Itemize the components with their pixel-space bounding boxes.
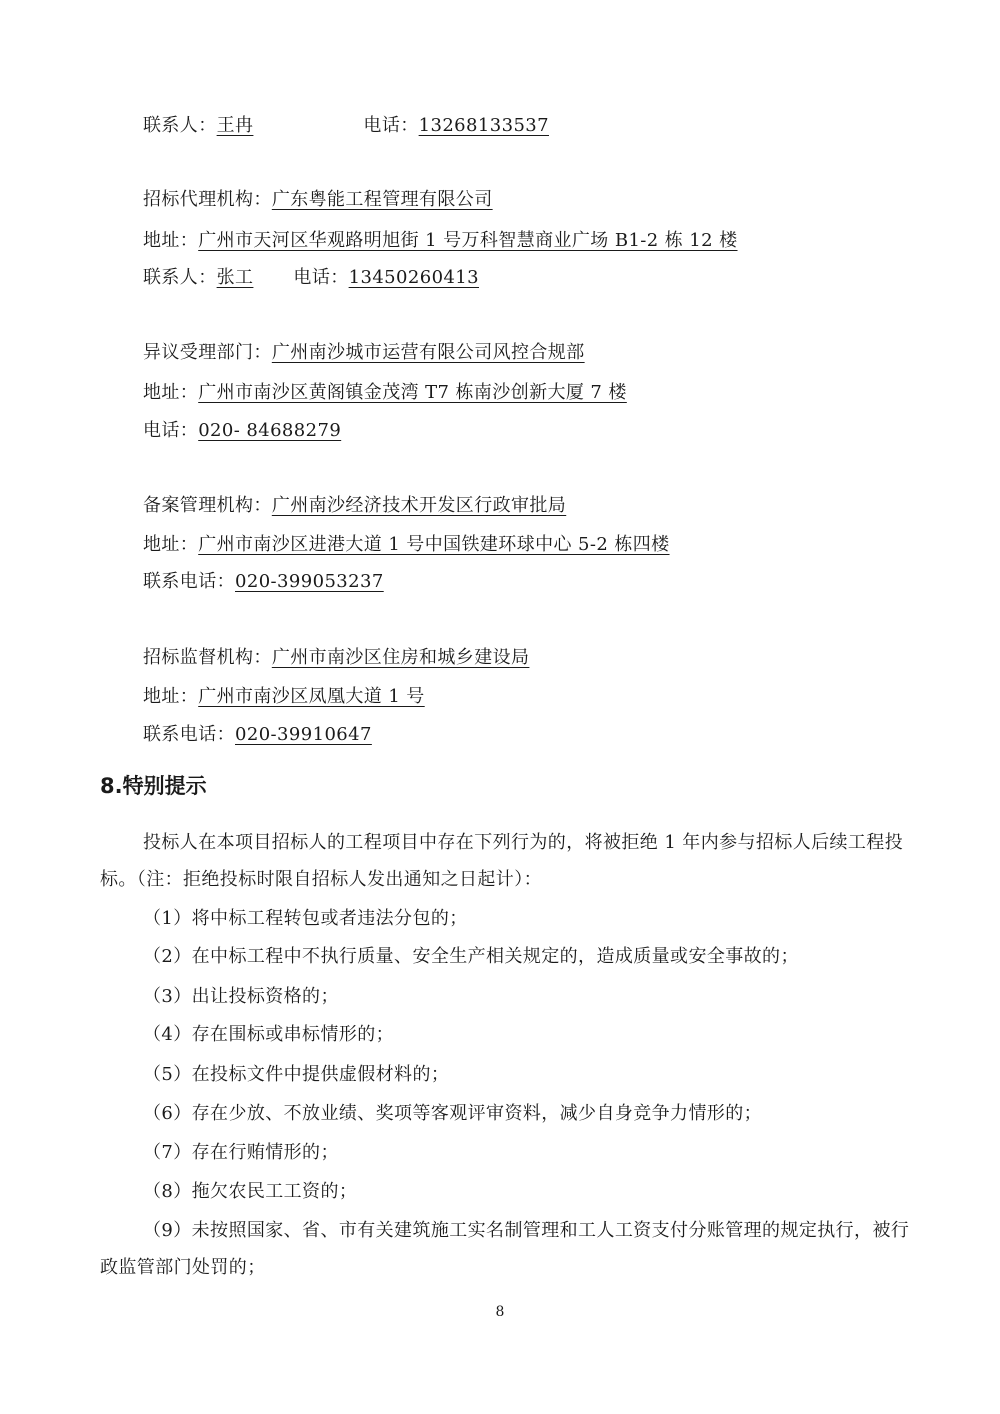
contact-label: 联系人：	[143, 267, 217, 288]
agency-address: 广州市天河区华观路明旭街 1 号万科智慧商业广场 B1-2 栋 12 楼	[198, 230, 738, 251]
contact-line	[143, 114, 549, 138]
supervise-phone-line	[143, 723, 372, 747]
record-value: 广州南沙经济技术开发区行政审批局	[271, 495, 567, 516]
contact-name: 王冉	[216, 115, 254, 136]
list-item: （6）存在少放、不放业绩、奖项等客观评审资料，减少自身竞争力情形的；	[143, 1103, 763, 1124]
phone-label: 联系电话：	[143, 724, 235, 745]
agency-label: 招标代理机构：	[143, 189, 272, 210]
list-item: （3）出让投标资格的；	[143, 986, 339, 1007]
supervise-phone: 020-39910647	[235, 724, 372, 745]
address-label: 地址：	[143, 230, 199, 251]
supervise-address-line	[143, 685, 425, 709]
list-item: （8）拖欠农民工工资的；	[143, 1181, 358, 1202]
agency-value: 广东粤能工程管理有限公司	[271, 189, 493, 210]
record-address: 广州市南沙区进港大道 1 号中国铁建环球中心 5-2 栋四楼	[198, 534, 670, 555]
agency-contact-name: 张工	[216, 267, 254, 288]
list-item: （2）在中标工程中不执行质量、安全生产相关规定的，造成质量或安全事故的；	[143, 946, 799, 967]
record-label: 备案管理机构：	[143, 495, 272, 516]
list-item: （7）存在行贿情形的；	[143, 1142, 339, 1163]
phone-label: 电话：	[363, 115, 419, 136]
objection-value: 广州南沙城市运营有限公司风控合规部	[271, 342, 585, 363]
phone-label: 电话：	[143, 420, 199, 441]
section-heading: 8.特别提示	[100, 774, 207, 798]
list-item: （9）未按照国家、省、市有关建筑施工实名制管理和工人工资支付分账管理的规定执行，被行政监管部门处罚的；	[100, 1220, 910, 1278]
record-line	[143, 494, 566, 518]
agency-phone: 13450260413	[348, 267, 479, 288]
contact-label: 联系人：	[143, 115, 217, 136]
section-intro: 投标人在本项目招标人的工程项目中存在下列行为的，将被拒绝 1 年内参与招标人后续工程投标。（注：拒绝投标时限自招标人发出通知之日起计）：	[100, 832, 904, 890]
supervise-address: 广州市南沙区凤凰大道 1 号	[198, 686, 425, 707]
supervise-value: 广州市南沙区住房和城乡建设局	[271, 647, 530, 668]
agency-line	[143, 188, 493, 212]
list-item: （1）将中标工程转包或者违法分包的；	[143, 908, 468, 929]
page-number: 8	[495, 1304, 505, 1320]
objection-label: 异议受理部门：	[143, 342, 272, 363]
objection-phone: 020- 84688279	[198, 420, 342, 441]
list-item: （5）在投标文件中提供虚假材料的；	[143, 1064, 450, 1085]
address-label: 地址：	[143, 534, 199, 555]
objection-phone-line	[143, 419, 341, 443]
supervise-label: 招标监督机构：	[143, 647, 272, 668]
record-phone: 020-399053237	[235, 571, 384, 592]
objection-line	[143, 341, 585, 365]
agency-address-line	[143, 229, 738, 253]
record-address-line	[143, 533, 670, 557]
supervise-line	[143, 646, 529, 670]
record-phone-line	[143, 570, 384, 594]
phone-label: 电话：	[293, 267, 349, 288]
agency-contact-line	[143, 266, 479, 290]
address-label: 地址：	[143, 382, 199, 403]
objection-address-line	[143, 381, 627, 405]
phone-value: 13268133537	[418, 115, 549, 136]
objection-address: 广州市南沙区黄阁镇金茂湾 T7 栋南沙创新大厦 7 楼	[198, 382, 627, 403]
phone-label: 联系电话：	[143, 571, 235, 592]
address-label: 地址：	[143, 686, 199, 707]
list-item: （4）存在围标或串标情形的；	[143, 1024, 395, 1045]
